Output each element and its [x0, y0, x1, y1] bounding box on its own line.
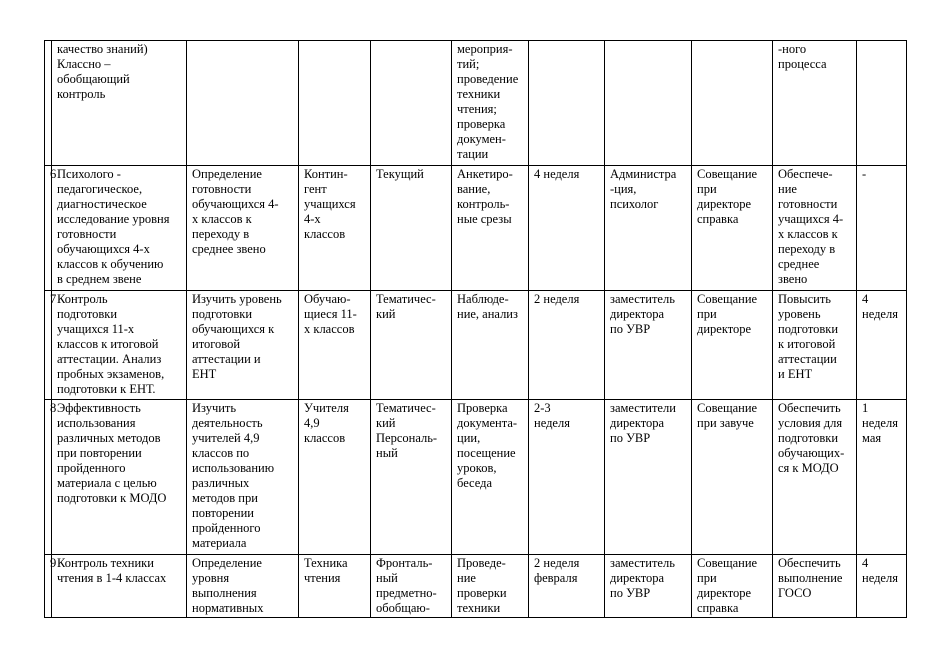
cell-text: заместители директора по УВР: [610, 401, 676, 445]
cell-text: Администра -ция, психолог: [610, 167, 677, 211]
table-cell-col-number: 9: [45, 555, 52, 618]
control-plan-table: [44, 40, 907, 618]
cell-text: заместитель директора по УВР: [610, 556, 675, 600]
table-cell-col-goal: [187, 555, 299, 618]
table-cell-col-subject: [52, 291, 187, 400]
table-cell-col-goal: [187, 41, 299, 166]
table-cell-col-recheck: [857, 291, 907, 400]
cell-text: Обеспечить выполнение ГОСО: [778, 556, 843, 600]
table-cell-col-recheck: [857, 166, 907, 291]
table-cell-col-method: [452, 555, 529, 618]
table-cell-col-review: [692, 291, 773, 400]
cell-text: Обеспечить условия для подготовки обучающих- ся к МОДО: [778, 401, 845, 475]
table-cell-col-subject: [52, 41, 187, 166]
cell-text: Проверка документа- ции, посещение уроков, беседа: [457, 401, 518, 490]
table-cell-col-type: [371, 41, 452, 166]
cell-text: Проведе- ние проверки техники: [457, 556, 507, 615]
table-cell-col-timing: [529, 291, 605, 400]
table-cell-col-recheck: [857, 400, 907, 555]
table-row: [45, 41, 907, 166]
table-cell-col-review: [692, 41, 773, 166]
table-cell-col-responsible: [605, 400, 692, 555]
cell-text: Изучить уровень подготовки обучающихся к итоговой аттестации и ЕНТ: [192, 292, 282, 381]
table-cell-col-responsible: [605, 166, 692, 291]
cell-text: Обеспече- ние готовности учащихся 4- х классов к переходу в среднее звено: [778, 167, 844, 286]
cell-text: Контроль техники чтения в 1-4 классах: [57, 556, 167, 585]
table-cell-col-responsible: [605, 291, 692, 400]
table-cell-col-method: [452, 166, 529, 291]
table-cell-col-review: [692, 555, 773, 618]
table-cell-col-type: [371, 166, 452, 291]
cell-text: Контроль подготовки учащихся 11-х классов к итоговой аттестации. Анализ пробных экзаменов, подготовки к ЕНТ.: [57, 292, 165, 396]
cell-text: Повысить уровень подготовки к итоговой аттестации и ЕНТ: [778, 292, 839, 381]
cell-text: Тематичес- кий Персональ- ный: [376, 401, 438, 460]
table-cell-col-object: [299, 555, 371, 618]
table-row: [45, 555, 907, 618]
table-cell-col-type: [371, 555, 452, 618]
table-cell-col-method: [452, 41, 529, 166]
cell-text: заместитель директора по УВР: [610, 292, 675, 336]
table-cell-col-subject: [52, 166, 187, 291]
table-cell-col-number: 8: [45, 400, 52, 555]
table-cell-col-timing: [529, 555, 605, 618]
cell-text: Анкетиро- вание, контроль- ные срезы: [457, 167, 513, 226]
cell-text: 4 неделя: [534, 167, 580, 181]
table-cell-col-timing: [529, 400, 605, 555]
cell-text: мероприя- тий; проведение техники чтения; проверка докумен- тации: [457, 42, 519, 161]
table-cell-col-goal: [187, 400, 299, 555]
table-cell-col-responsible: [605, 555, 692, 618]
table-cell-col-number: [45, 41, 52, 166]
cell-text: Обучаю- щиеся 11- х классов: [304, 292, 357, 336]
table-cell-col-goal: [187, 166, 299, 291]
table-cell-col-decision: [773, 166, 857, 291]
cell-text: Эффективность использования различных методов при повторении пройденного материала с целью подготовки к МОДО: [57, 401, 167, 505]
table-cell-col-method: [452, 400, 529, 555]
table-cell-col-decision: [773, 555, 857, 618]
cell-text: качество знаний) Классно – обобщающий контроль: [57, 42, 148, 101]
table-cell-col-decision: [773, 400, 857, 555]
cell-text: Совещание при директоре справка: [697, 556, 758, 615]
table-cell-col-object: [299, 166, 371, 291]
table-cell-col-recheck: [857, 555, 907, 618]
cell-text: Техника чтения: [304, 556, 348, 585]
table-cell-col-recheck: [857, 41, 907, 166]
table-cell-col-type: [371, 400, 452, 555]
table-cell-col-number: 6: [45, 166, 52, 291]
table-row: [45, 291, 907, 400]
table-row: [45, 166, 907, 291]
cell-text: Текущий: [376, 167, 424, 181]
cell-text: 2-3 неделя: [534, 401, 570, 430]
cell-text: -: [862, 167, 867, 181]
cell-text: Определение уровня выполнения нормативных: [192, 556, 264, 615]
table-cell-col-timing: [529, 41, 605, 166]
table-row: [45, 400, 907, 555]
cell-text: Совещание при директоре: [697, 292, 758, 336]
table-cell-col-decision: [773, 41, 857, 166]
cell-text: 2 неделя: [534, 292, 580, 306]
table-cell-col-review: [692, 166, 773, 291]
cell-text: Совещание при завуче: [697, 401, 758, 430]
table-cell-col-object: [299, 41, 371, 166]
cell-text: Наблюде- ние, анализ: [457, 292, 518, 321]
table-cell-col-responsible: [605, 41, 692, 166]
cell-text: Совещание при директоре справка: [697, 167, 758, 226]
cell-text: Контин- гент учащихся 4-х классов: [304, 167, 356, 241]
table-cell-col-subject: [52, 400, 187, 555]
table-cell-col-goal: [187, 291, 299, 400]
table-cell-col-decision: [773, 291, 857, 400]
cell-text: 4 неделя: [862, 292, 898, 321]
cell-text: Учителя 4,9 классов: [304, 401, 349, 445]
cell-text: Определение готовности обучающихся 4- х классов к переходу в среднее звено: [192, 167, 279, 256]
table-cell-col-number: 7: [45, 291, 52, 400]
cell-text: 4 неделя: [862, 556, 898, 585]
table-cell-col-subject: [52, 555, 187, 618]
cell-text: Тематичес- кий: [376, 292, 436, 321]
table-cell-col-object: [299, 400, 371, 555]
table-cell-col-method: [452, 291, 529, 400]
table-cell-col-type: [371, 291, 452, 400]
cell-text: -ного процесса: [778, 42, 827, 71]
cell-text: Психолого - педагогическое, диагностическое исследование уровня готовности обучающихся 4-х классов к обучению в среднем звене: [57, 167, 170, 286]
cell-text: 2 неделя февраля: [534, 556, 580, 585]
cell-text: Фронталь- ный предметно- обобщаю-: [376, 556, 437, 615]
table-cell-col-review: [692, 400, 773, 555]
table-cell-col-timing: [529, 166, 605, 291]
cell-text: Изучить деятельность учителей 4,9 классов по использованию различных методов при повторении пройденного материала: [192, 401, 275, 550]
cell-text: 1 неделя мая: [862, 401, 898, 445]
table-cell-col-object: [299, 291, 371, 400]
